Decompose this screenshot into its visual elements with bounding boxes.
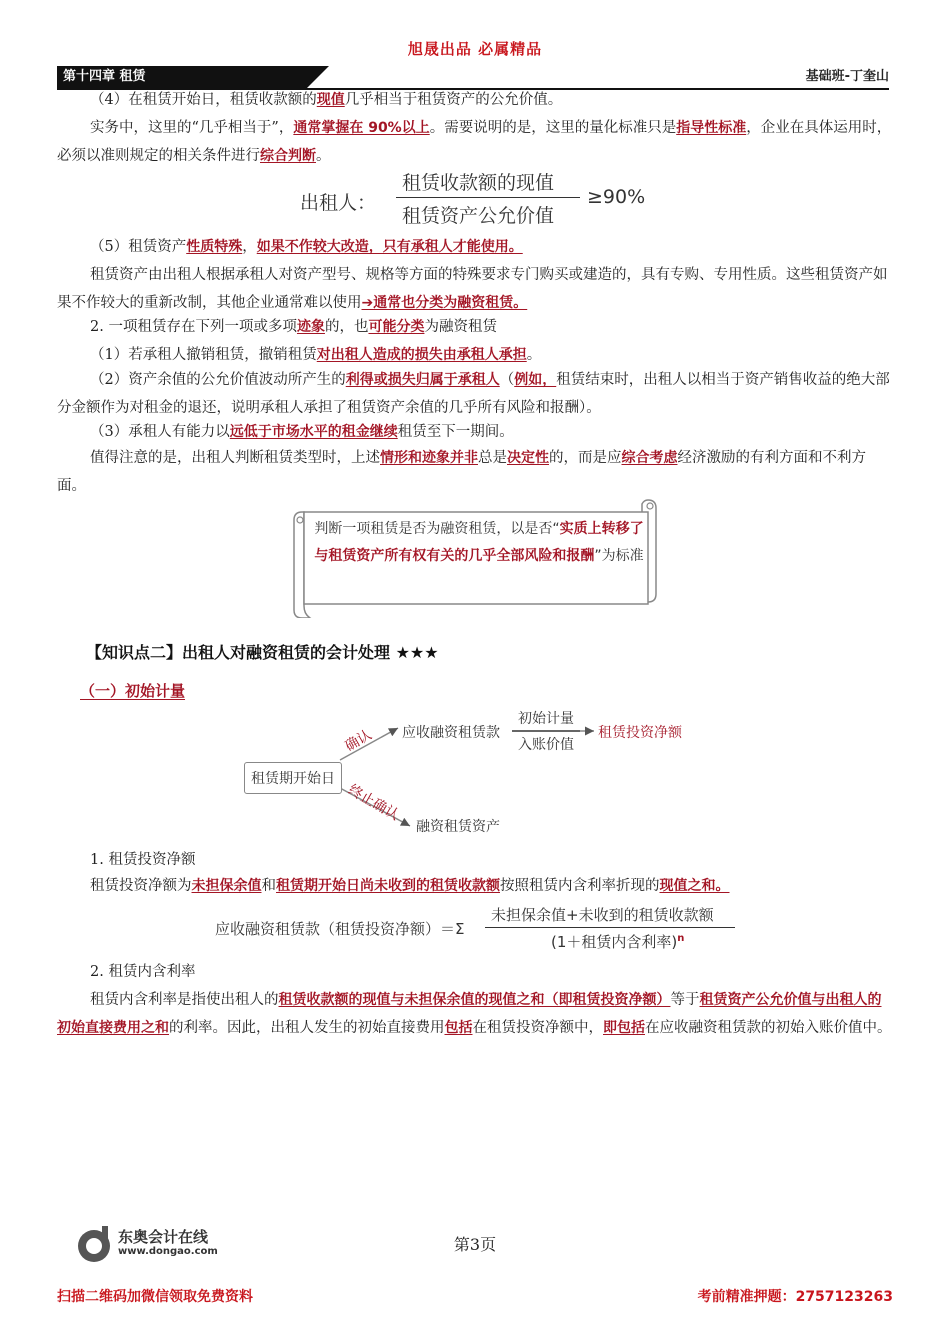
knowledge-point-title: 【知识点二】出租人对融资租赁的会计处理 ★★★ (86, 643, 439, 662)
paragraph-indicators: 2. 一项租赁存在下列一项或多项迹象的，也可能分类为融资租赁 (90, 319, 497, 335)
footer-promo-right: 考前精准押题：2757123263 (697, 1289, 893, 1305)
section-net-investment: 1. 租赁投资净额 (90, 852, 196, 868)
top-banner: 旭晟出品 必属精品 (407, 40, 543, 58)
label-entry-value: 入账价值 (518, 737, 574, 753)
scroll-callout (292, 498, 658, 618)
indicator-1: （1）若承租人撤销租赁，撤销租赁对出租人造成的损失由承租人承担。 (90, 347, 542, 363)
section-title-initial: （一）初始计量 (80, 682, 186, 700)
label-confirm: 确认 (342, 726, 375, 755)
footer-promo-left: 扫描二维码加微信领取免费资料 (57, 1289, 253, 1305)
paragraph-note: 值得注意的是，出租人判断租赁类型时，上述情形和迹象并非总是决定性的，而是应综合考虑经济激励的有利方面和不利方面。 (57, 450, 866, 494)
chapter-tab-corner (307, 66, 329, 88)
label-initial-measure: 初始计量 (518, 711, 574, 727)
scroll-text: 判断一项租赁是否为融资租赁，以是否“实质上转移了与租赁资产所有权有关的几乎全部风险和报酬”为标准 (314, 521, 644, 564)
chapter-title: 第十四章 租赁 (57, 66, 307, 88)
paragraph-5-detail: 租赁资产由出租人根据承租人对资产型号、规格等方面的特殊要求专门购买或建造的，具有专购、专用性质。这些租赁资产如果不作较大的重新改制，其他企业通常难以使用➔通常也分类为融资租赁。 (57, 267, 888, 311)
formula-lhs: 出租人： (300, 192, 377, 214)
logo-url: www.dongao.com (118, 1246, 218, 1257)
pv-formula-lhs: 应收融资租赁款（租赁投资净额）＝Σ (215, 920, 465, 938)
formula-numerator: 租赁收款额的现值 (402, 172, 555, 194)
paragraph-net-investment: 租赁投资净额为未担保余值和租赁期开始日尚未收到的租赁收款额按照租赁内含利率折现的现值之和。 (90, 878, 730, 894)
fraction-bar (396, 197, 580, 198)
section-implicit-rate: 2. 租赁内含利率 (90, 964, 196, 980)
paragraph-5: （5）租赁资产性质特殊，如果不作较大改造，只有承租人才能使用。 (90, 239, 523, 255)
course-name: 基础班-丁奎山 (805, 69, 889, 84)
formula-rhs: ≥90% (587, 186, 646, 208)
pv-fraction-bar (485, 927, 735, 928)
label-derecognize: 终止确认 (345, 781, 402, 824)
paragraph-4: （4）在租赁开始日，租赁收款额的现值几乎相当于租赁资产的公允价值。 (90, 92, 563, 108)
formula-denominator: 租赁资产公允价值 (402, 205, 555, 227)
logo-name: 东奥会计在线 (118, 1228, 209, 1246)
pv-formula-numerator: 未担保余值+未收到的租赁收款额 (491, 906, 714, 924)
flow-diagram (240, 700, 720, 850)
node-lease-asset: 融资租赁资产 (416, 819, 500, 835)
node-lease-start: 租赁期开始日 (244, 762, 342, 794)
pv-formula-denominator: (1＋租赁内含利率)$^n$ (551, 933, 685, 951)
paragraph-4-practice: 实务中，这里的“几乎相当于”，通常掌握在 90%以上。需要说明的是，这里的量化标准只是指导性标准，企业在具体运用时，必须以准则规定的相关条件进行综合判断。 (57, 120, 892, 164)
page-number: 第3页 (453, 1235, 497, 1254)
indicator-3: （3）承租人有能力以远低于市场水平的租金继续租赁至下一期间。 (90, 424, 514, 440)
paragraph-implicit-rate: 租赁内含利率是指使出租人的租赁收款额的现值与未担保余值的现值之和（即租赁投资净额）等于租赁资产公允价值与出租人的初始直接费用之和的利率。因此，出租人发生的初始直接费用包括在租赁投资净额中，即包括在应收融资租赁款的初始入账价值中。 (57, 992, 892, 1036)
node-net-investment: 租赁投资净额 (598, 725, 682, 741)
node-receivable: 应收融资租赁款 (402, 725, 500, 741)
indicator-2: （2）资产余值的公允价值波动所产生的利得或损失归属于承租人（例如，租赁结束时，出租人以相当于资产销售收益的绝大部分金额作为对租金的退还，说明承租人承担了租赁资产余值的几乎所有风险和报酬）。 (57, 372, 890, 416)
